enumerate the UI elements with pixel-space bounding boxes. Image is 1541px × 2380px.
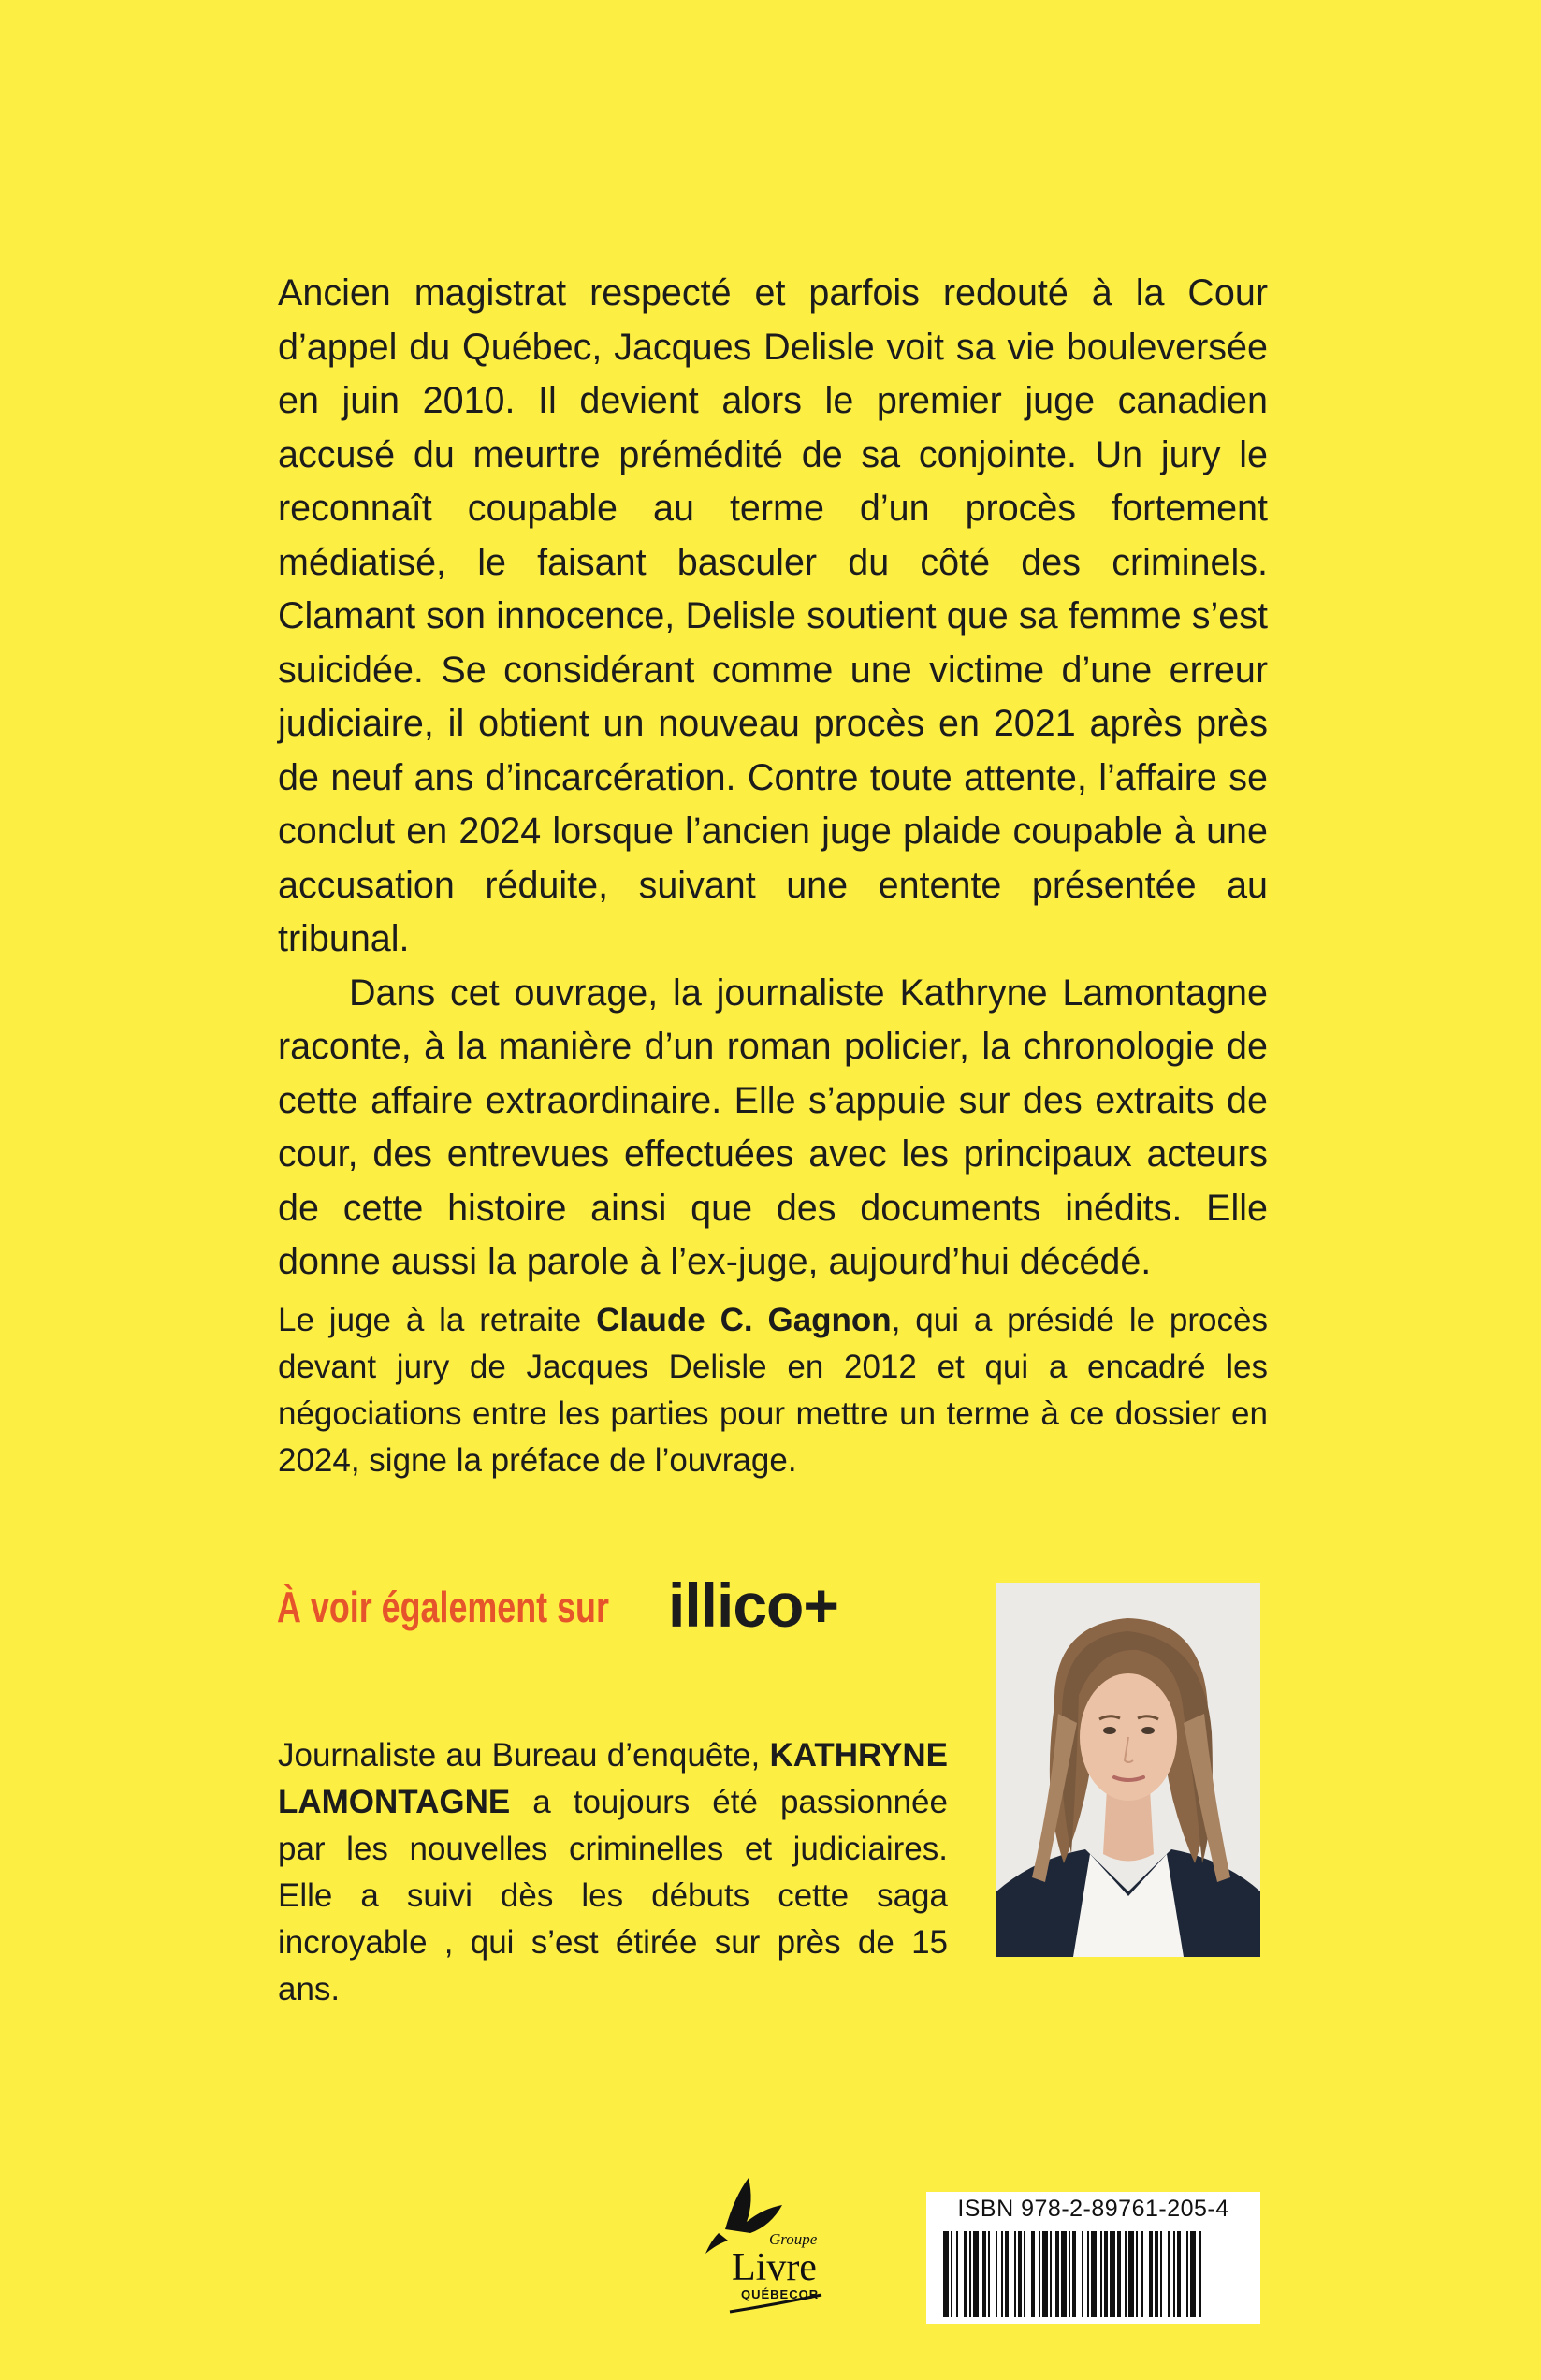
barcode-bar [1104,2231,1108,2317]
illico-plus-sign: + [803,1570,838,1640]
illico-plus-logo [668,1570,838,1641]
barcode-bar [956,2231,958,2317]
logo-groupe-text: Groupe [769,2230,818,2248]
barcode-bar [1069,2231,1070,2317]
barcode-bar [1117,2231,1121,2317]
barcode-bar [1001,2231,1003,2317]
barcode-bar [1039,2231,1040,2317]
preface-text-start: Le juge à la retraite [278,1302,597,1338]
barcode-bar [964,2231,967,2317]
isbn-number: ISBN 978-2-89761-205-4 [957,2196,1229,2222]
barcode-bar [1031,2231,1035,2317]
barcode-bar [1024,2231,1025,2317]
blurb-paragraph-1: Ancien magistrat respecté et parfois redouté à la Cour d’appel du Québec, Jacques Delisle voit sa vie bouleversée en juin 2010. Il devient alors le premier juge canadien accusé du meurtre prémédité de sa conjointe. Un jury le reconnaît coupable au terme d’un procès fortement médiatisé, le faisant basculer du côté des criminels. Clamant son innocence, Delisle soutient que sa femme s’est suicidée. Se considérant comme une victime d’une erreur judiciaire, il obtient un nouveau procès en 2021 après près de neuf ans d’incarcération. Contre toute attente, l’affaire se conclut en 2024 lorsque l’ancien juge plaide coupable à une accusation réduite, suivant une entente présentée au tribunal. [278,272,1268,959]
barcode-bar [1072,2231,1076,2317]
preface-note [278,1297,1268,1484]
bio-text-end: a toujours été passionnée par les nouvelles criminelles et judiciaires. Elle a suivi dès les débuts cette saga incroyable , qui s’est étirée sur près de 15 ans. [278,1784,948,2008]
barcode-bar [1160,2231,1162,2317]
barcode-bar [1173,2231,1175,2317]
barcode-bar [1186,2231,1188,2317]
barcode-bar [1042,2231,1048,2317]
barcode-bar [1091,2231,1097,2317]
barcode-bar [1055,2231,1059,2317]
barcode-bar [1014,2231,1016,2317]
bio-text-start: Journaliste au Bureau d’enquête, [278,1737,770,1774]
logo-livre-text: Livre [732,2246,817,2289]
author-portrait-image [996,1583,1260,1957]
logo-quebecor-text: QUÉBECOR [741,2287,820,2301]
barcode-bar [973,2231,979,2317]
barcode-bar [1199,2231,1201,2317]
barcode-bar [996,2231,997,2317]
barcode-bar [982,2231,986,2317]
illico-wordmark: illico [668,1570,804,1640]
back-cover-blurb [278,267,1268,1290]
bio-author-name: KATHRYNE LAMONTAGNE [278,1737,948,1820]
streaming-promo-text: À voir également sur [277,1583,609,1631]
preface-author-name: Claude C. Gagnon [596,1302,892,1338]
barcode-bars [926,2192,1260,2324]
barcode-bar [1149,2231,1153,2317]
author-bio [278,1732,948,2013]
barcode-bar [969,2231,971,2317]
barcode-bar [988,2231,990,2317]
barcode-bar [951,2231,952,2317]
barcode-bar [1125,2231,1127,2317]
barcode-bar [1005,2231,1009,2317]
barcode-bar [1136,2231,1138,2317]
barcode-bar [1177,2231,1181,2317]
barcode-bar [1087,2231,1089,2317]
barcode-bar [1082,2231,1083,2317]
groupe-livre-logo [692,2164,851,2323]
barcode-bar [1155,2231,1158,2317]
preface-text-end: , qui a présidé le procès devant jury de Jacques Delisle en 2012 et qui a encadré les négociations entre les parties pour mettre un terme à ce dossier en 2024, signe la préface de l’ouvrage. [278,1302,1268,1479]
barcode-bar [943,2231,949,2317]
barcode-bar [1061,2231,1067,2317]
barcode-bar [1141,2231,1143,2317]
barcode-bar [1168,2231,1170,2317]
barcode [926,2192,1260,2324]
publisher-logo [692,2164,851,2323]
blurb-paragraph-2: Dans cet ouvrage, la journaliste Kathryne Lamontagne raconte, à la manière d’un roman policier, la chronologie de cette affaire extraordinaire. Elle s’appuie sur des extraits de cour, des entrevues effectuées avec les principaux acteurs de cette histoire ainsi que des documents inédits. Elle donne aussi la parole à l’ex-juge, aujourd’hui décédé. [278,971,1268,1282]
barcode-bar [1018,2231,1022,2317]
author-photo [996,1583,1260,1957]
barcode-bar [1110,2231,1115,2317]
barcode-bar [1100,2231,1102,2317]
barcode-bar [1190,2231,1196,2317]
barcode-bar [1050,2231,1052,2317]
barcode-bar [1128,2231,1134,2317]
